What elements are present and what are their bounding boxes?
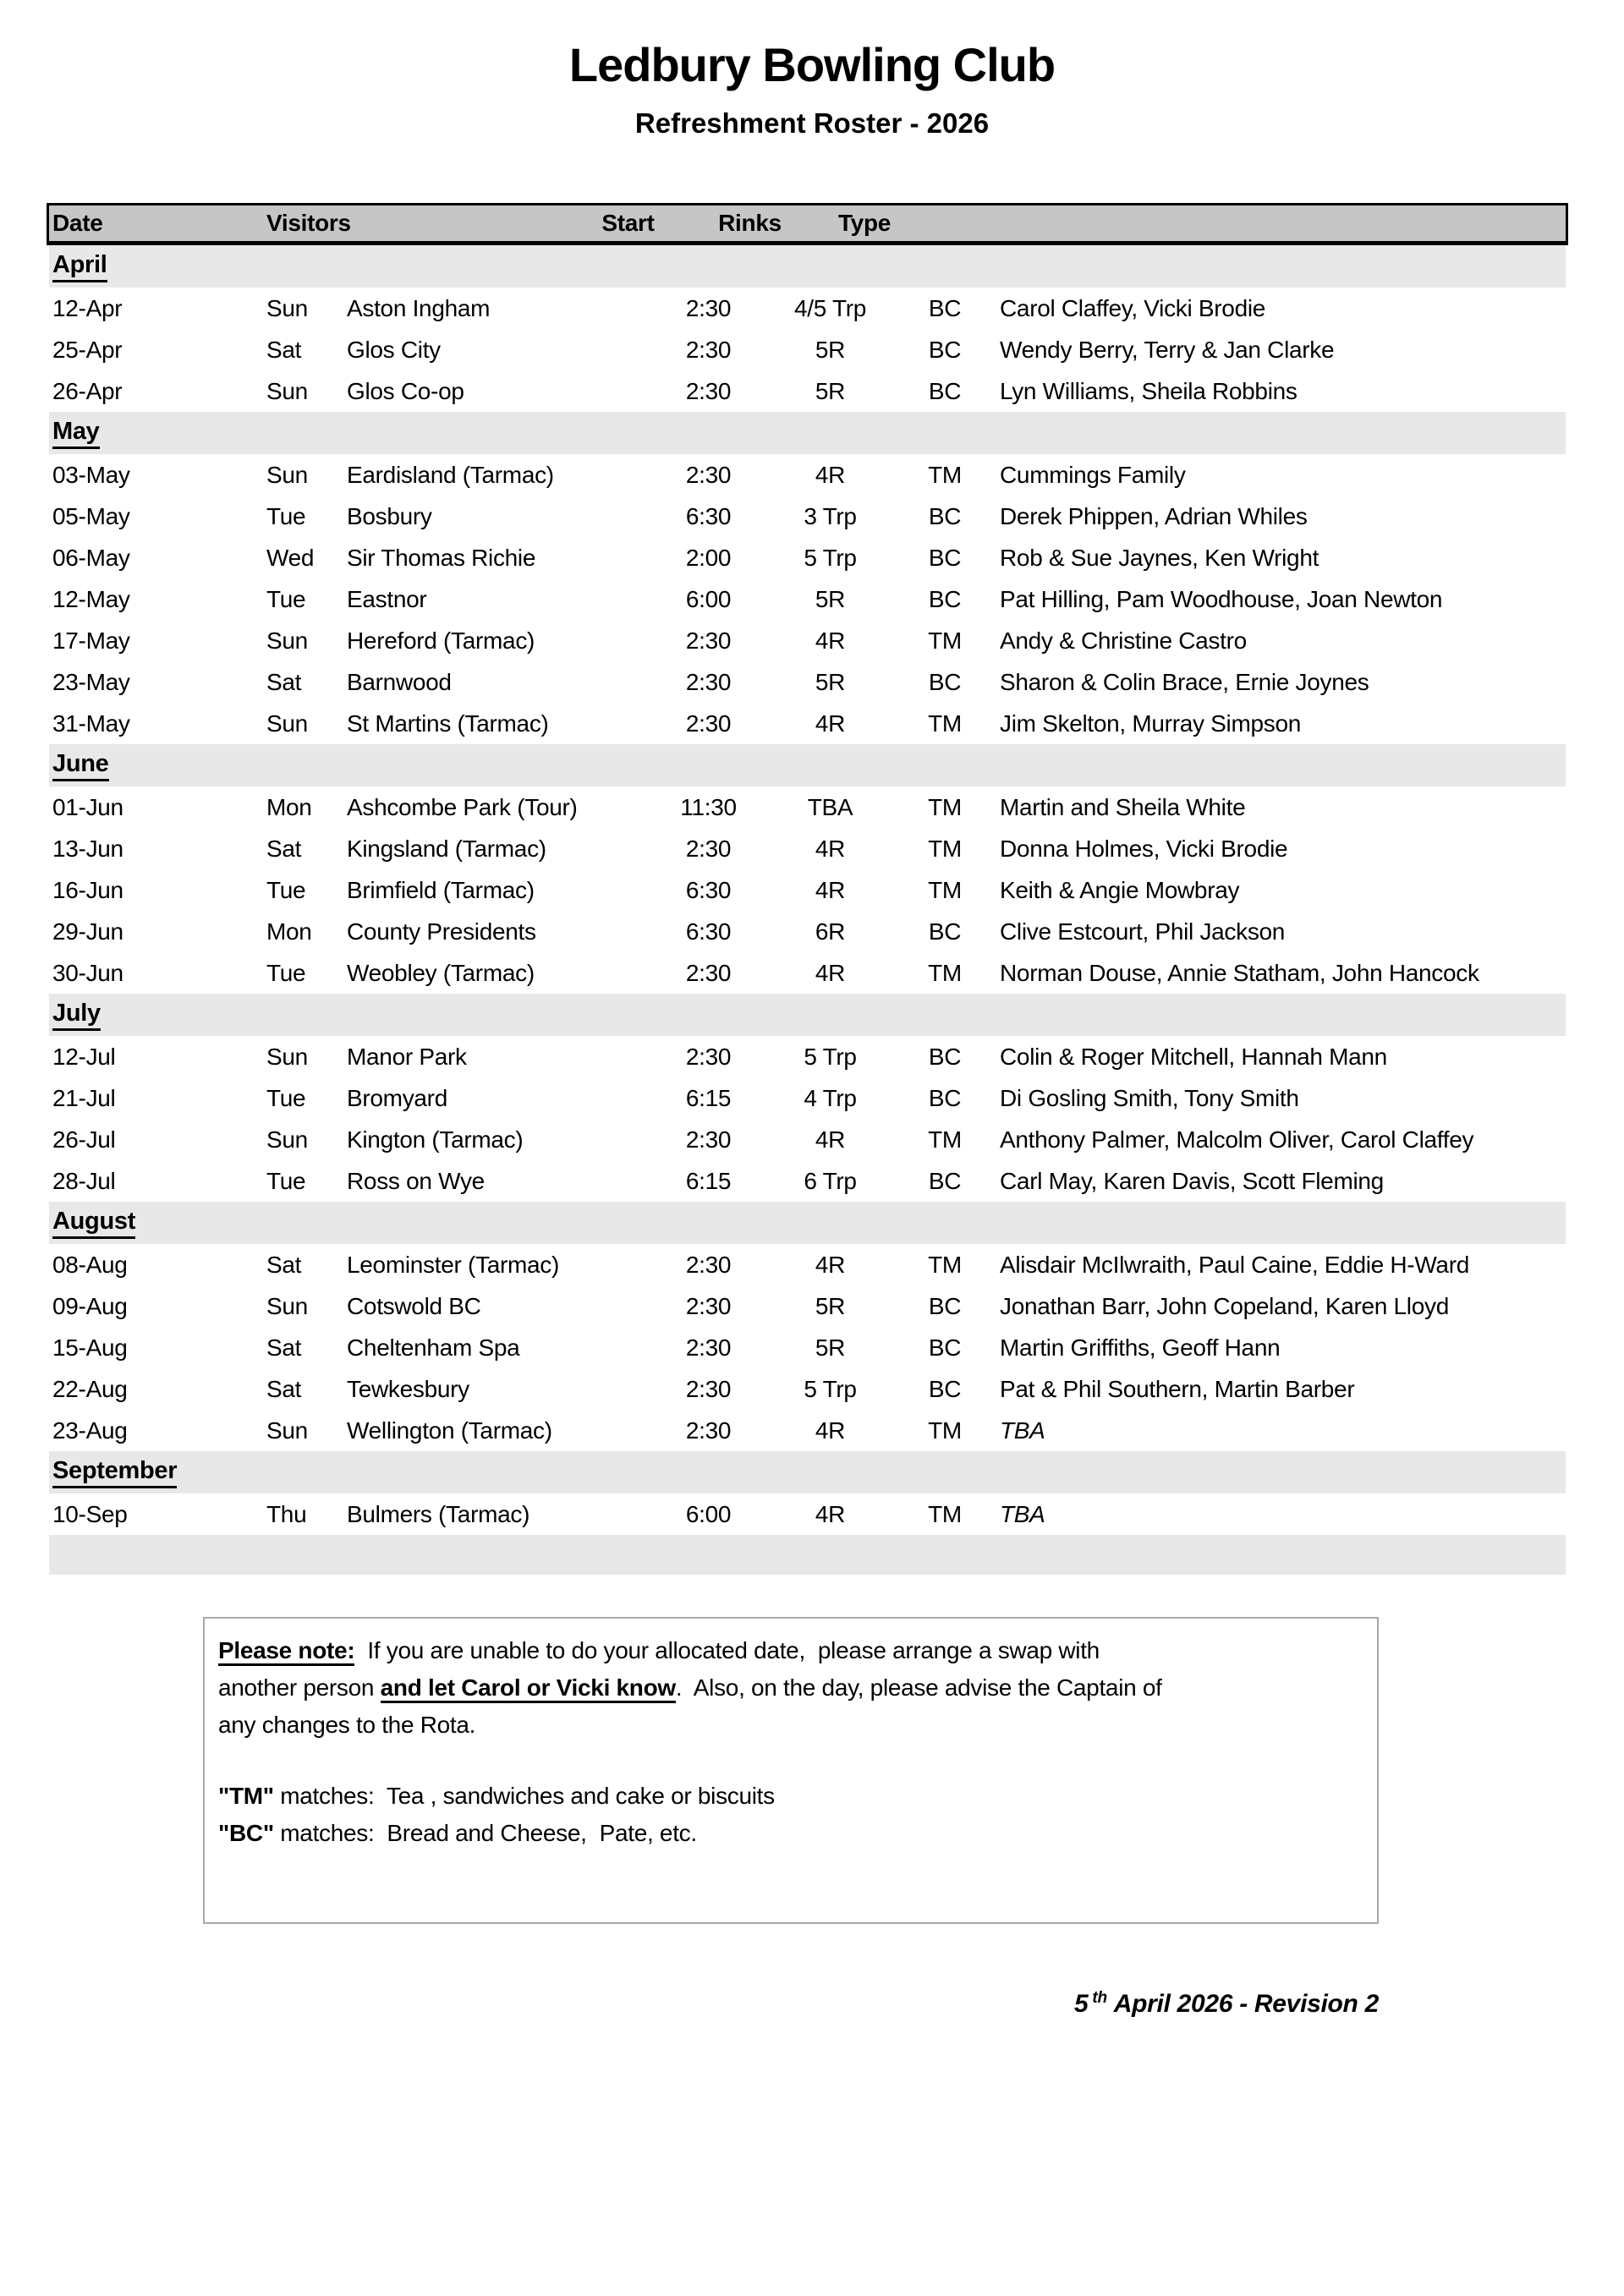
note-line-2-pre: another person bbox=[218, 1674, 381, 1701]
table-row bbox=[49, 288, 1566, 329]
cell-rinks: 6 Trp bbox=[804, 1167, 857, 1194]
table-row bbox=[49, 952, 1566, 994]
note-tm-label: "TM" bbox=[218, 1783, 274, 1809]
cell-rinks: 4R bbox=[815, 627, 846, 654]
cell-day: Sat bbox=[266, 1334, 302, 1361]
cell-date: 31-May bbox=[52, 710, 130, 737]
cell-type: BC bbox=[928, 502, 962, 529]
cell-start: 2:30 bbox=[685, 461, 732, 488]
cell-names: Wendy Berry, Terry & Jan Clarke bbox=[1000, 336, 1335, 363]
cell-names: Colin & Roger Mitchell, Hannah Mann bbox=[1000, 1043, 1387, 1070]
cell-start: 6:00 bbox=[685, 585, 732, 612]
table-row bbox=[49, 1119, 1566, 1160]
table-row bbox=[49, 578, 1566, 620]
month-band bbox=[49, 1451, 1566, 1493]
cell-date: 05-May bbox=[52, 502, 130, 529]
cell-date: 09-Aug bbox=[52, 1292, 128, 1319]
cell-names: Andy & Christine Castro bbox=[1000, 627, 1247, 654]
cell-day: Sun bbox=[266, 1043, 308, 1070]
cell-date: 22-Aug bbox=[52, 1375, 128, 1402]
table-body bbox=[49, 245, 1566, 1535]
note-line-1-text: If you are unable to do your allocated date, please arrange a swap with bbox=[354, 1637, 1100, 1663]
cell-start: 2:30 bbox=[685, 294, 732, 321]
note-carol-vicki-label: and let Carol or Vicki know bbox=[381, 1674, 676, 1703]
cell-start: 2:30 bbox=[685, 1334, 732, 1361]
cell-names: Derek Phippen, Adrian Whiles bbox=[1000, 502, 1308, 529]
cell-day: Sun bbox=[266, 1126, 308, 1153]
cell-type: TM bbox=[928, 1417, 962, 1444]
cell-names: Anthony Palmer, Malcolm Oliver, Carol Claffey bbox=[1000, 1126, 1474, 1153]
table-header-row bbox=[47, 203, 1568, 245]
cell-type: BC bbox=[928, 918, 962, 945]
cell-rinks: 5R bbox=[815, 336, 846, 363]
cell-visitors: Bromyard bbox=[347, 1084, 447, 1111]
month-band bbox=[49, 412, 1566, 454]
roster-table bbox=[49, 203, 1566, 1575]
cell-date: 28-Jul bbox=[52, 1167, 116, 1194]
revision-day: 5 bbox=[1074, 1990, 1089, 2018]
cell-start: 2:30 bbox=[685, 1375, 732, 1402]
table-footer-band bbox=[49, 1535, 1566, 1575]
cell-visitors: Eastnor bbox=[347, 585, 427, 612]
cell-date: 01-Jun bbox=[52, 793, 123, 820]
cell-visitors: Manor Park bbox=[347, 1043, 467, 1070]
cell-visitors: Hereford (Tarmac) bbox=[347, 627, 535, 654]
cell-rinks: 4/5 Trp bbox=[793, 294, 867, 321]
table-row bbox=[49, 1285, 1566, 1327]
cell-rinks: 5R bbox=[815, 377, 846, 404]
cell-rinks: 4R bbox=[815, 1251, 846, 1278]
cell-names: TBA bbox=[1000, 1417, 1045, 1444]
cell-names: Cummings Family bbox=[1000, 461, 1186, 488]
cell-date: 12-May bbox=[52, 585, 130, 612]
cell-rinks: 5R bbox=[815, 1292, 846, 1319]
note-line-2 bbox=[218, 1669, 1357, 1707]
month-band bbox=[49, 744, 1566, 786]
cell-visitors: St Martins (Tarmac) bbox=[347, 710, 549, 737]
month-band bbox=[49, 245, 1566, 288]
cell-date: 23-Aug bbox=[52, 1417, 128, 1444]
cell-type: BC bbox=[928, 1084, 962, 1111]
table-row bbox=[49, 496, 1566, 537]
cell-rinks: 4R bbox=[815, 1417, 846, 1444]
cell-type: TM bbox=[928, 627, 962, 654]
cell-start: 2:30 bbox=[685, 1251, 732, 1278]
cell-rinks: 5R bbox=[815, 585, 846, 612]
cell-visitors: Kington (Tarmac) bbox=[347, 1126, 524, 1153]
cell-names: Jonathan Barr, John Copeland, Karen Lloyd bbox=[1000, 1292, 1449, 1319]
cell-visitors: Sir Thomas Richie bbox=[347, 544, 536, 571]
note-content bbox=[205, 1619, 1377, 1852]
cell-names: Rob & Sue Jaynes, Ken Wright bbox=[1000, 544, 1320, 571]
cell-rinks: 4R bbox=[815, 1500, 846, 1527]
cell-rinks: 4R bbox=[815, 461, 846, 488]
table-row bbox=[49, 1244, 1566, 1285]
cell-type: TM bbox=[928, 1251, 962, 1278]
cell-visitors: Leominster (Tarmac) bbox=[347, 1251, 560, 1278]
cell-start: 2:00 bbox=[685, 544, 732, 571]
cell-date: 23-May bbox=[52, 668, 130, 695]
cell-day: Sat bbox=[266, 1251, 302, 1278]
cell-date: 17-May bbox=[52, 627, 130, 654]
cell-visitors: Ashcombe Park (Tour) bbox=[347, 793, 578, 820]
cell-day: Sat bbox=[266, 835, 302, 862]
cell-day: Tue bbox=[266, 1167, 306, 1194]
note-line-1 bbox=[218, 1632, 1357, 1669]
cell-names: Jim Skelton, Murray Simpson bbox=[1000, 710, 1302, 737]
cell-names: Lyn Williams, Sheila Robbins bbox=[1000, 377, 1298, 404]
cell-type: BC bbox=[928, 585, 962, 612]
table-row bbox=[49, 1368, 1566, 1410]
cell-rinks: 5R bbox=[815, 668, 846, 695]
note-tm-line bbox=[218, 1778, 1357, 1815]
cell-names: Donna Holmes, Vicki Brodie bbox=[1000, 835, 1288, 862]
cell-names: Martin and Sheila White bbox=[1000, 793, 1246, 820]
cell-visitors: Cotswold BC bbox=[347, 1292, 481, 1319]
month-label: April bbox=[52, 251, 107, 282]
cell-start: 2:30 bbox=[685, 1417, 732, 1444]
cell-type: BC bbox=[928, 377, 962, 404]
month-label: July bbox=[52, 1000, 101, 1031]
table-row bbox=[49, 661, 1566, 703]
cell-visitors: Bosbury bbox=[347, 502, 432, 529]
table-row bbox=[49, 329, 1566, 370]
note-tm-text: matches: Tea , sandwiches and cake or biscuits bbox=[273, 1783, 775, 1809]
table-row bbox=[49, 1036, 1566, 1077]
cell-rinks: TBA bbox=[807, 793, 853, 820]
cell-visitors: County Presidents bbox=[347, 918, 536, 945]
cell-rinks: 4R bbox=[815, 835, 846, 862]
cell-names: TBA bbox=[1000, 1500, 1045, 1527]
cell-date: 21-Jul bbox=[52, 1084, 116, 1111]
cell-type: BC bbox=[928, 1334, 962, 1361]
cell-type: BC bbox=[928, 336, 962, 363]
cell-day: Sun bbox=[266, 1417, 308, 1444]
table-row bbox=[49, 1493, 1566, 1535]
cell-visitors: Tewkesbury bbox=[347, 1375, 469, 1402]
cell-type: BC bbox=[928, 1167, 962, 1194]
note-line-3: any changes to the Rota. bbox=[218, 1712, 476, 1738]
column-header-type: Type bbox=[837, 210, 892, 236]
table-row bbox=[49, 620, 1566, 661]
page-title: Ledbury Bowling Club bbox=[568, 38, 1056, 91]
cell-date: 25-Apr bbox=[52, 336, 123, 363]
cell-type: BC bbox=[928, 1043, 962, 1070]
cell-start: 2:30 bbox=[685, 1126, 732, 1153]
cell-rinks: 4R bbox=[815, 959, 846, 986]
cell-start: 6:30 bbox=[685, 876, 732, 903]
cell-day: Tue bbox=[266, 502, 306, 529]
table-row bbox=[49, 1077, 1566, 1119]
table-row bbox=[49, 1327, 1566, 1368]
cell-start: 2:30 bbox=[685, 959, 732, 986]
cell-date: 08-Aug bbox=[52, 1251, 128, 1278]
cell-type: TM bbox=[928, 876, 962, 903]
cell-date: 15-Aug bbox=[52, 1334, 128, 1361]
cell-visitors: Wellington (Tarmac) bbox=[347, 1417, 552, 1444]
cell-type: TM bbox=[928, 461, 962, 488]
cell-date: 26-Apr bbox=[52, 377, 123, 404]
cell-date: 30-Jun bbox=[52, 959, 123, 986]
cell-rinks: 5 Trp bbox=[804, 1375, 857, 1402]
cell-names: Sharon & Colin Brace, Ernie Joynes bbox=[1000, 668, 1369, 695]
cell-type: TM bbox=[928, 793, 962, 820]
cell-visitors: Brimfield (Tarmac) bbox=[347, 876, 535, 903]
page-subtitle: Refreshment Roster - 2026 bbox=[634, 107, 990, 139]
table-row bbox=[49, 370, 1566, 412]
cell-rinks: 5 Trp bbox=[804, 544, 857, 571]
cell-start: 2:30 bbox=[685, 835, 732, 862]
cell-type: TM bbox=[928, 835, 962, 862]
month-label: May bbox=[52, 418, 100, 449]
cell-names: Pat Hilling, Pam Woodhouse, Joan Newton bbox=[1000, 585, 1443, 612]
cell-names: Carl May, Karen Davis, Scott Fleming bbox=[1000, 1167, 1384, 1194]
cell-visitors: Weobley (Tarmac) bbox=[347, 959, 535, 986]
table-row bbox=[49, 828, 1566, 869]
cell-day: Sat bbox=[266, 1375, 302, 1402]
cell-rinks: 4R bbox=[815, 876, 846, 903]
table-row bbox=[49, 1160, 1566, 1202]
cell-day: Sun bbox=[266, 461, 308, 488]
cell-type: BC bbox=[928, 668, 962, 695]
cell-visitors: Aston Ingham bbox=[347, 294, 491, 321]
cell-day: Tue bbox=[266, 585, 306, 612]
note-please-note-label: Please note: bbox=[218, 1637, 354, 1666]
revision-line bbox=[0, 1989, 1379, 2019]
note-bc-label: "BC" bbox=[218, 1820, 274, 1846]
revision-text: April 2026 - Revision 2 bbox=[1113, 1990, 1379, 2018]
cell-day: Sun bbox=[266, 710, 308, 737]
table-row bbox=[49, 786, 1566, 828]
cell-date: 16-Jun bbox=[52, 876, 123, 903]
cell-start: 2:30 bbox=[685, 668, 732, 695]
cell-day: Sun bbox=[266, 377, 308, 404]
cell-day: Mon bbox=[266, 793, 312, 820]
cell-day: Tue bbox=[266, 1084, 306, 1111]
cell-visitors: Eardisland (Tarmac) bbox=[347, 461, 554, 488]
cell-visitors: Kingsland (Tarmac) bbox=[347, 835, 546, 862]
month-band bbox=[49, 1202, 1566, 1244]
cell-date: 12-Apr bbox=[52, 294, 123, 321]
cell-names: Carol Claffey, Vicki Brodie bbox=[1000, 294, 1266, 321]
month-band bbox=[49, 994, 1566, 1036]
cell-names: Norman Douse, Annie Statham, John Hancock bbox=[1000, 959, 1479, 986]
table-row bbox=[49, 703, 1566, 744]
table-row bbox=[49, 454, 1566, 496]
cell-start: 6:15 bbox=[685, 1084, 732, 1111]
table-row bbox=[49, 869, 1566, 911]
cell-date: 13-Jun bbox=[52, 835, 123, 862]
cell-day: Sat bbox=[266, 336, 302, 363]
cell-rinks: 6R bbox=[815, 918, 846, 945]
cell-day: Wed bbox=[266, 544, 315, 571]
cell-start: 2:30 bbox=[685, 336, 732, 363]
note-line-2-post: . Also, on the day, please advise the Captain of bbox=[675, 1674, 1162, 1701]
cell-start: 11:30 bbox=[680, 793, 737, 820]
cell-type: TM bbox=[928, 1500, 962, 1527]
cell-rinks: 4R bbox=[815, 1126, 846, 1153]
cell-type: TM bbox=[928, 710, 962, 737]
note-spacer bbox=[218, 1744, 1357, 1778]
table-row bbox=[49, 537, 1566, 578]
cell-start: 2:30 bbox=[685, 377, 732, 404]
cell-day: Mon bbox=[266, 918, 312, 945]
month-label: June bbox=[52, 750, 109, 781]
column-header-visitors: Visitors bbox=[266, 210, 351, 236]
cell-date: 26-Jul bbox=[52, 1126, 116, 1153]
cell-date: 12-Jul bbox=[52, 1043, 116, 1070]
cell-rinks: 3 Trp bbox=[804, 502, 857, 529]
cell-visitors: Barnwood bbox=[347, 668, 452, 695]
cell-visitors: Ross on Wye bbox=[347, 1167, 485, 1194]
cell-names: Alisdair McIlwraith, Paul Caine, Eddie H-Ward bbox=[1000, 1251, 1469, 1278]
cell-type: TM bbox=[928, 959, 962, 986]
cell-visitors: Bulmers (Tarmac) bbox=[347, 1500, 530, 1527]
month-label: August bbox=[52, 1208, 135, 1239]
note-bc-text: matches: Bread and Cheese, Pate, etc. bbox=[273, 1820, 697, 1846]
column-header-date: Date bbox=[52, 210, 103, 236]
cell-date: 10-Sep bbox=[52, 1500, 128, 1527]
cell-rinks: 4R bbox=[815, 710, 846, 737]
cell-start: 2:30 bbox=[685, 710, 732, 737]
cell-date: 03-May bbox=[52, 461, 130, 488]
cell-date: 29-Jun bbox=[52, 918, 123, 945]
cell-visitors: Glos City bbox=[347, 336, 441, 363]
column-header-rinks: Rinks bbox=[718, 210, 782, 236]
table-row bbox=[49, 1410, 1566, 1451]
cell-rinks: 5R bbox=[815, 1334, 846, 1361]
cell-type: BC bbox=[928, 294, 962, 321]
cell-start: 6:00 bbox=[685, 1500, 732, 1527]
cell-day: Tue bbox=[266, 959, 306, 986]
table-row bbox=[49, 911, 1566, 952]
cell-names: Pat & Phil Southern, Martin Barber bbox=[1000, 1375, 1355, 1402]
cell-date: 06-May bbox=[52, 544, 130, 571]
cell-type: BC bbox=[928, 544, 962, 571]
cell-names: Clive Estcourt, Phil Jackson bbox=[1000, 918, 1286, 945]
cell-type: BC bbox=[928, 1292, 962, 1319]
cell-start: 2:30 bbox=[685, 1043, 732, 1070]
note-box bbox=[203, 1617, 1379, 1924]
revision-ordinal: th bbox=[1092, 1989, 1107, 2007]
cell-visitors: Cheltenham Spa bbox=[347, 1334, 520, 1361]
cell-day: Sun bbox=[266, 627, 308, 654]
note-bc-line bbox=[218, 1815, 1357, 1852]
cell-rinks: 4 Trp bbox=[804, 1084, 857, 1111]
cell-rinks: 5 Trp bbox=[804, 1043, 857, 1070]
cell-names: Di Gosling Smith, Tony Smith bbox=[1000, 1084, 1299, 1111]
cell-type: BC bbox=[928, 1375, 962, 1402]
cell-start: 2:30 bbox=[685, 627, 732, 654]
month-label: September bbox=[52, 1457, 177, 1488]
cell-day: Tue bbox=[266, 876, 306, 903]
cell-type: TM bbox=[928, 1126, 962, 1153]
cell-names: Martin Griffiths, Geoff Hann bbox=[1000, 1334, 1281, 1361]
column-header-start: Start bbox=[601, 210, 655, 236]
cell-start: 6:30 bbox=[685, 502, 732, 529]
cell-start: 6:15 bbox=[685, 1167, 732, 1194]
cell-day: Sat bbox=[266, 668, 302, 695]
cell-day: Sun bbox=[266, 1292, 308, 1319]
cell-day: Sun bbox=[266, 294, 308, 321]
cell-names: Keith & Angie Mowbray bbox=[1000, 876, 1240, 903]
cell-visitors: Glos Co-op bbox=[347, 377, 464, 404]
cell-start: 6:30 bbox=[685, 918, 732, 945]
cell-start: 2:30 bbox=[685, 1292, 732, 1319]
cell-day: Thu bbox=[266, 1500, 307, 1527]
